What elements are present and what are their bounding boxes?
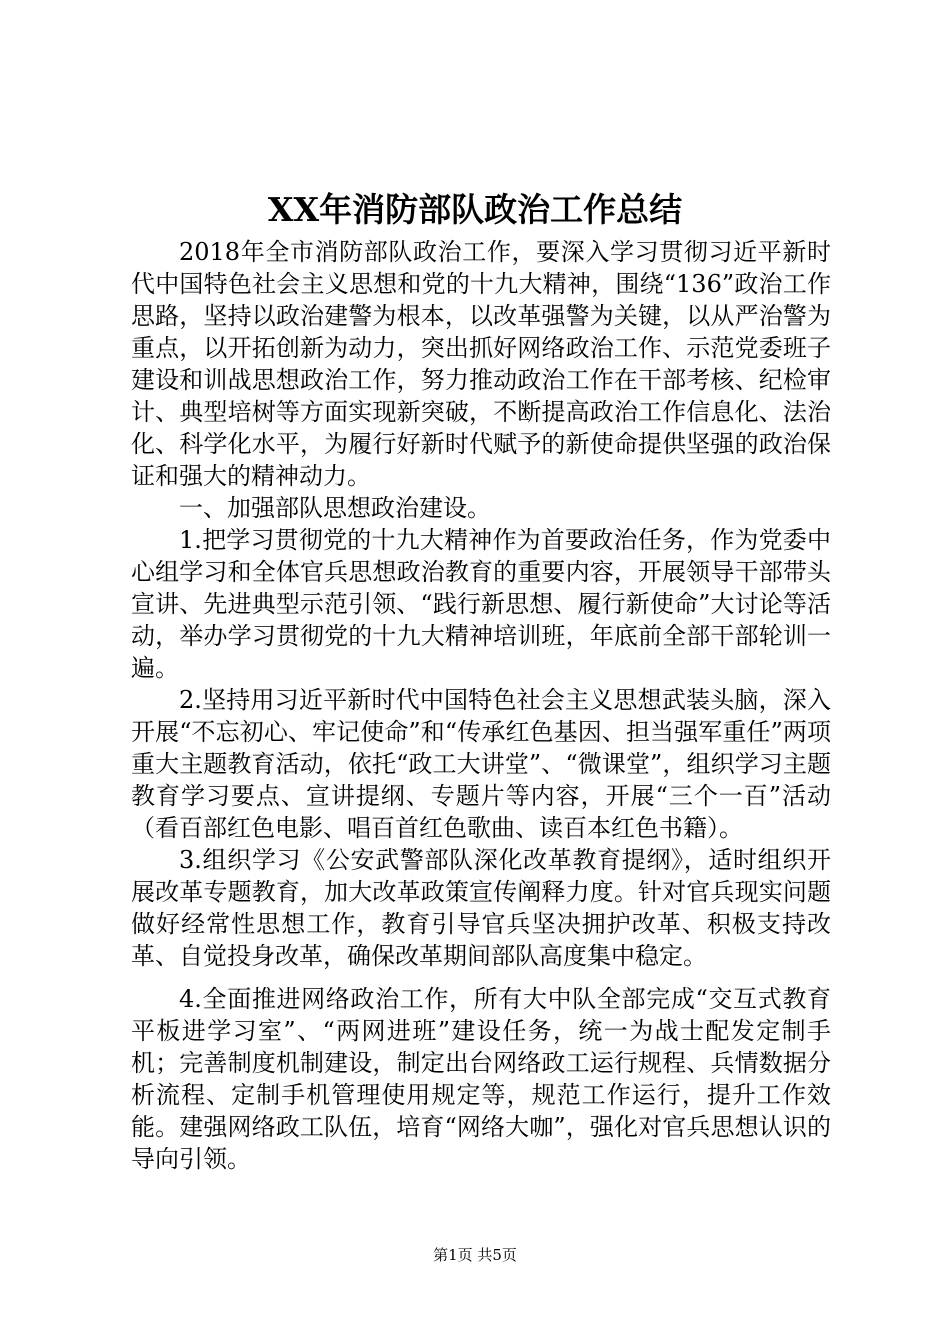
intro-paragraph: 2018年全市消防部队政治工作，要深入学习贯彻习近平新时代中国特色社会主义思想和党的十九大精神，围绕“136”政治工作思路，坚持以政治建警为根本，以改革强警为关键，以从严治警为重点，以开拓创新为动力，突出抓好网络政治工作、示范党委班子建设和训战思想政治工作，努力推动政治工作在干部考核、纪检审计、典型培树等方面实现新突破，不断提高政治工作信息化、法治化、科学化水平，为履行好新时代赋予的新使命提供坚强的政治保证和强大的精神动力。: [131, 238, 831, 490]
page-footer: 第1页 共5页: [433, 1246, 517, 1264]
item-paragraph-2: 2.坚持用习近平新时代中国特色社会主义思想武装头脑，深入开展“不忘初心、牢记使命”和“传承红色基因、担当强军重任”两项重大主题教育活动，依托“政工大讲堂”、“微课堂”，组织学习主题教育学习要点、宣讲提纲、专题片等内容，开展“三个一百”活动（看百部红色电影、唱百首红色歌曲、读百本红色书籍）。: [131, 686, 831, 842]
item-paragraph-4: 4.全面推进网络政治工作，所有大中队全部完成“交互式教育平板进学习室”、“两网进班”建设任务，统一为战士配发定制手机；完善制度机制建设，制定出台网络政工运行规程、兵情数据分析流程、定制手机管理使用规定等，规范工作运行，提升工作效能。建强网络政工队伍，培育“网络大咖”，强化对官兵思想认识的导向引领。: [131, 985, 831, 1173]
section-heading: 一、加强部队思想政治建设。: [179, 494, 491, 522]
document-body: [131, 236, 831, 1175]
document-title: XX年消防部队政治工作总结: [267, 190, 683, 229]
item-paragraph-3: 3.组织学习《公安武警部队深化改革教育提纲》，适时组织开展改革专题教育，加大改革政策宣传阐释力度。针对官兵现实问题做好经常性思想工作，教育引导官兵坚决拥护改革、积极支持改革、自觉投身改革，确保改革期间部队高度集中稳定。: [131, 846, 831, 970]
item-paragraph-1: 1.把学习贯彻党的十九大精神作为首要政治任务，作为党委中心组学习和全体官兵思想政治教育的重要内容，开展领导干部带头宣讲、先进典型示范引领、“践行新思想、履行新使命”大讨论等活动，举办学习贯彻党的十九大精神培训班，年底前全部干部轮训一遍。: [131, 526, 831, 682]
